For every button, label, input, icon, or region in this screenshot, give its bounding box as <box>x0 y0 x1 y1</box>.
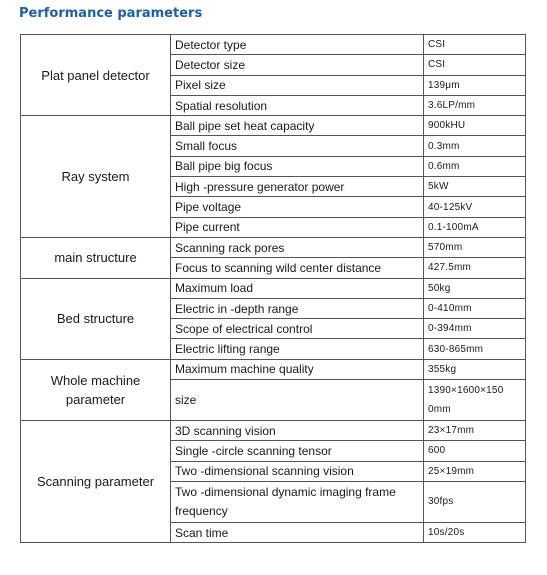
parameter-name: size <box>171 380 424 421</box>
parameter-value: 0-410mm <box>424 298 526 318</box>
parameter-name: Detector size <box>171 55 424 75</box>
parameter-name: Scope of electrical control <box>171 319 424 339</box>
page-title: Performance parameters <box>19 6 203 21</box>
parameter-value: 900kHU <box>424 116 526 136</box>
parameter-value: 427.5mm <box>424 258 526 278</box>
parameter-value: 630-865mm <box>424 339 526 359</box>
parameter-value: 0-394mm <box>424 319 526 339</box>
parameter-name: Scanning rack pores <box>171 237 424 257</box>
group-label: Plat panel detector <box>21 35 171 116</box>
parameter-name: Electric in -depth range <box>171 298 424 318</box>
table-row <box>21 237 526 257</box>
table-row <box>21 359 526 379</box>
parameter-name: Single -circle scanning tensor <box>171 441 424 461</box>
parameter-value: 40-125kV <box>424 197 526 217</box>
group-label: Scanning parameter <box>21 421 171 543</box>
parameter-value: 25×19mm <box>424 461 526 481</box>
group-label: Whole machine parameter <box>21 359 171 420</box>
parameter-value: 50kg <box>424 278 526 298</box>
parameter-value: 139μm <box>424 75 526 95</box>
parameter-name: Spatial resolution <box>171 95 424 115</box>
parameter-name: Focus to scanning wild center distance <box>171 258 424 278</box>
parameter-value: 355kg <box>424 359 526 379</box>
parameter-value: 30fps <box>424 481 526 522</box>
parameter-name: Maximum load <box>171 278 424 298</box>
parameter-name: Detector type <box>171 35 424 55</box>
parameter-value: 5kW <box>424 177 526 197</box>
parameter-name: Pixel size <box>171 75 424 95</box>
parameter-name: Electric lifting range <box>171 339 424 359</box>
parameter-value: 0.3mm <box>424 136 526 156</box>
parameter-name: Maximum machine quality <box>171 359 424 379</box>
parameter-name: Scan time <box>171 522 424 542</box>
group-label: Bed structure <box>21 278 171 359</box>
group-label: Ray system <box>21 116 171 238</box>
table-row <box>21 116 526 136</box>
parameter-name: Two -dimensional dynamic imaging frame frequency <box>171 481 424 522</box>
parameter-name: Two -dimensional scanning vision <box>171 461 424 481</box>
parameter-name: Ball pipe set heat capacity <box>171 116 424 136</box>
performance-parameters-table <box>20 34 526 543</box>
parameter-value: 1390×1600×150 0mm <box>424 380 526 421</box>
parameter-value: 0.1-100mA <box>424 217 526 237</box>
parameter-value: 3.6LP/mm <box>424 95 526 115</box>
parameter-value: CSI <box>424 35 526 55</box>
parameter-value: 10s/20s <box>424 522 526 542</box>
parameter-name: Small focus <box>171 136 424 156</box>
parameter-value: 600 <box>424 441 526 461</box>
parameter-value: 570mm <box>424 237 526 257</box>
parameter-name: Ball pipe big focus <box>171 156 424 176</box>
parameter-value: 0.6mm <box>424 156 526 176</box>
group-label: main structure <box>21 237 171 278</box>
table-row <box>21 421 526 441</box>
table-row <box>21 35 526 55</box>
parameter-name: 3D scanning vision <box>171 421 424 441</box>
parameter-name: Pipe current <box>171 217 424 237</box>
table-row <box>21 278 526 298</box>
parameter-name: High -pressure generator power <box>171 177 424 197</box>
parameter-value: 23×17mm <box>424 421 526 441</box>
parameter-value: CSI <box>424 55 526 75</box>
parameter-name: Pipe voltage <box>171 197 424 217</box>
